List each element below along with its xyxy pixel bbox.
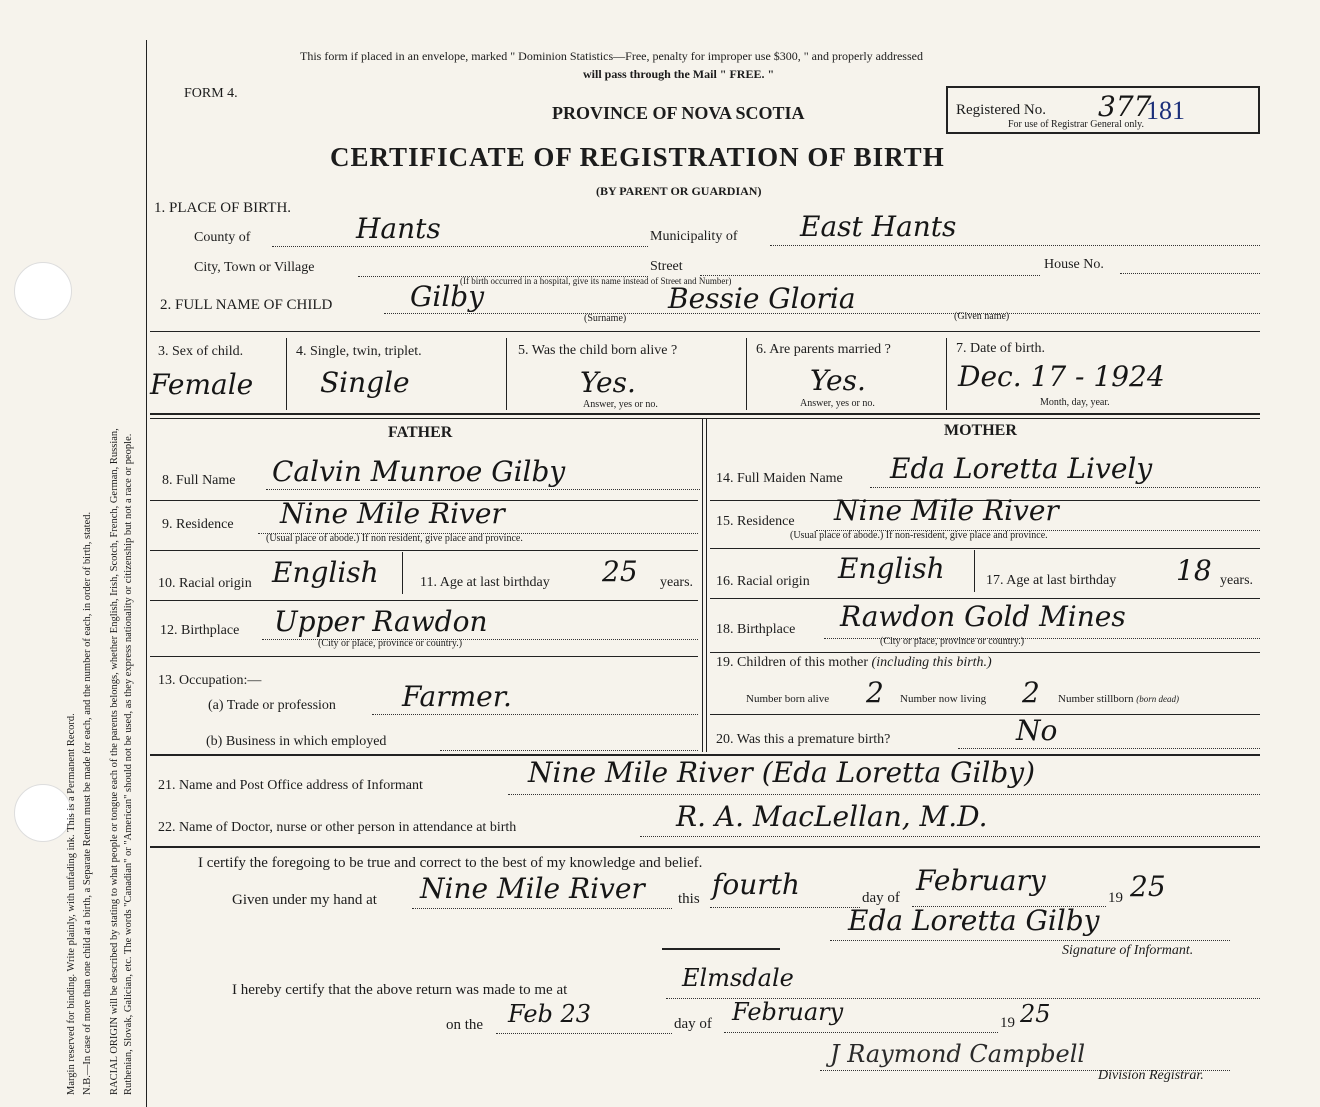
doctor-label: 22. Name of Doctor, nurse or other person in attendance at birth (158, 820, 517, 835)
county-value: Hants (356, 212, 441, 245)
certificate-subtitle: (BY PARENT OR GUARDIAN) (596, 184, 762, 198)
margin-rule (146, 40, 147, 1107)
hospital-note: (If birth occurred in a hospital, give its name instead of Street and Number) (460, 276, 732, 286)
father-rule-4 (150, 656, 698, 657)
mother-name-label: 14. Full Maiden Name (716, 471, 843, 486)
trade-line (372, 714, 698, 715)
registrar-certify-text: I hereby certify that the above return was made to me at (232, 982, 568, 998)
mother-years: years. (1220, 573, 1254, 588)
registrar-signature: J Raymond Campbell (830, 1040, 1086, 1068)
rule-after-name (150, 331, 1260, 332)
on-the-label: on the (446, 1017, 484, 1033)
registrar-year-value: 25 (1020, 1000, 1051, 1028)
doctor-value: R. A. MacLellan, M.D. (676, 800, 988, 833)
mother-name-value: Eda Loretta Lively (890, 452, 1153, 485)
children-note: (including this birth.) (871, 655, 992, 670)
father-birthplace-note: (City or place, province or country.) (318, 638, 463, 649)
margin-text-1: Margin reserved for binding. Write plainly, with unfading ink. This is a Permanent Record. (66, 713, 77, 1095)
street-line (700, 275, 1040, 276)
certificate-title: CERTIFICATE OF REGISTRATION OF BIRTH (330, 142, 945, 172)
mother-residence-note: (Usual place of abode.) If non-resident, give place and province. (790, 530, 1048, 541)
born-alive-label: Number born alive (746, 693, 830, 705)
day-line (710, 907, 860, 908)
trade-label: (a) Trade or profession (208, 698, 336, 713)
father-rule-2 (150, 550, 698, 551)
alive-answer-note: Answer, yes or no. (583, 399, 658, 410)
rule-after-row3 (150, 413, 1260, 415)
given-label: Given under my hand at (232, 892, 377, 908)
father-age-label: 11. Age at last birthday (420, 575, 550, 590)
registrar-signature-label: Division Registrar. (1098, 1068, 1204, 1083)
registered-value-a: 377 (1098, 90, 1152, 123)
year-value: 25 (1130, 870, 1166, 903)
certify-text: I certify the foregoing to be true and correct to the best of my knowledge and belief. (198, 855, 703, 871)
married-label: 6. Are parents married ? (756, 342, 891, 357)
binding-hole-top (14, 262, 72, 320)
father-birthplace-value: Upper Rawdon (274, 605, 488, 638)
municipality-value: East Hants (800, 210, 957, 243)
margin-text-2: N.B.—In case of more than one child at a birth, a Separate Return must be made for each, and the number of each, in order of birth, stated. (82, 511, 93, 1095)
registrar-note: For use of Registrar General only. (1008, 119, 1144, 130)
short-divider (662, 948, 780, 950)
premature-label: 20. Was this a premature birth? (716, 732, 891, 747)
father-rule-3 (150, 600, 698, 601)
registrar-date-value: Feb 23 (508, 1000, 592, 1028)
mother-race-divider (974, 550, 975, 592)
father-name-line (266, 489, 700, 490)
premature-line (958, 748, 1260, 749)
alive-value: Yes. (580, 366, 636, 399)
county-line (272, 246, 648, 247)
father-race-divider (402, 552, 403, 594)
given-name-label: (Given name) (954, 311, 1010, 322)
mother-rule-2 (710, 548, 1260, 549)
city-label: City, Town or Village (194, 260, 315, 275)
surname-label: (Surname) (584, 313, 627, 324)
informant-value: Nine Mile River (Eda Loretta Gilby) (528, 756, 1036, 789)
child-name-label: 2. FULL NAME OF CHILD (160, 297, 333, 313)
informant-line (508, 794, 1260, 795)
county-label: County of (194, 230, 251, 245)
parents-divider-b (706, 418, 707, 752)
stillborn-label (1058, 693, 1179, 705)
given-place-value: Nine Mile River (420, 872, 645, 905)
municipality-line (770, 245, 1260, 246)
binding-hole-bottom (14, 784, 72, 842)
mother-rule-4 (710, 652, 1260, 653)
signature-line (830, 940, 1230, 941)
dob-note: Month, day, year. (1040, 397, 1110, 408)
place-section-label: 1. PLACE OF BIRTH. (154, 200, 292, 216)
business-line (440, 750, 698, 751)
mother-residence-value: Nine Mile River (834, 494, 1059, 527)
father-birthplace-label: 12. Birthplace (160, 623, 240, 638)
stillborn-label-text: Number stillborn (1058, 693, 1134, 705)
rule-before-cert (150, 846, 1260, 848)
occupation-label: 13. Occupation:— (158, 673, 262, 688)
col-divider-2 (506, 338, 507, 410)
children-label-text: 19. Children of this mother (716, 655, 869, 670)
this-label: this (678, 891, 700, 907)
given-place-line (412, 908, 672, 909)
year-prefix: 19 (1108, 890, 1123, 906)
sex-value: Female (150, 368, 254, 401)
col-divider-4 (946, 338, 947, 410)
rule-after-row3b (150, 418, 1260, 419)
father-race-label: 10. Racial origin (158, 576, 252, 591)
mother-age-label: 17. Age at last birthday (986, 573, 1117, 588)
signature-label: Signature of Informant. (1062, 943, 1194, 958)
month-value: February (916, 864, 1046, 897)
margin-text-3: RACIAL ORIGIN will be described by stating to what people or tongue each of the parents belongs, whether English, Irish, Scotch, French, German, Russian, (109, 428, 120, 1095)
mother-race-value: English (838, 552, 945, 585)
informant-signature: Eda Loretta Gilby (848, 904, 1100, 937)
mother-name-line (870, 487, 1260, 488)
mother-birthplace-note: (City or place, province or country.) (880, 636, 1025, 647)
dob-value: Dec. 17 - 1924 (958, 360, 1165, 393)
registrar-day-of-label: day of (674, 1016, 712, 1032)
married-answer-note: Answer, yes or no. (800, 398, 875, 409)
stillborn-note: (born dead) (1136, 694, 1179, 704)
father-years: years. (660, 575, 694, 590)
margin-text-4: Ruthenian, Slovak, Galician, etc. The words "Canadian" or "American" should not be used, as they express nationality or citizenship but not a race or people. (123, 433, 134, 1095)
registered-number-box (946, 86, 1260, 134)
father-heading: FATHER (388, 424, 453, 441)
mother-age-value: 18 (1176, 554, 1212, 587)
mother-birthplace-value: Rawdon Gold Mines (840, 600, 1126, 633)
father-residence-label: 9. Residence (162, 517, 234, 532)
mother-rule-5 (710, 714, 1260, 715)
mother-rule-3 (710, 598, 1260, 599)
married-value: Yes. (810, 364, 866, 397)
on-the-line (496, 1033, 672, 1034)
street-label: Street (650, 259, 683, 274)
now-living-value: 2 (1022, 676, 1040, 709)
mother-birthplace-label: 18. Birthplace (716, 622, 796, 637)
day-of-label: day of (862, 890, 900, 906)
registered-value-b: 181 (1146, 96, 1185, 125)
house-line (1120, 273, 1260, 274)
business-label: (b) Business in which employed (206, 734, 387, 749)
born-alive-value: 2 (866, 676, 884, 709)
now-living-label: Number now living (900, 693, 987, 705)
alive-label: 5. Was the child born alive ? (518, 343, 678, 358)
registrar-place-value: Elmsdale (682, 964, 794, 992)
plurality-label: 4. Single, twin, triplet. (296, 344, 422, 359)
trade-value: Farmer. (402, 680, 512, 713)
informant-label: 21. Name and Post Office address of Informant (158, 778, 423, 793)
mother-heading: MOTHER (944, 422, 1017, 439)
col-divider-1 (286, 338, 287, 410)
mother-race-label: 16. Racial origin (716, 574, 810, 589)
mail-notice-line1: This form if placed in an envelope, marked " Dominion Statistics—Free, penalty for improper use $300, " and properly addressed (300, 49, 923, 63)
municipality-label: Municipality of (650, 229, 738, 244)
registered-label: Registered No. (956, 102, 1046, 118)
plurality-value: Single (320, 366, 410, 399)
dob-label: 7. Date of birth. (956, 341, 1046, 356)
parents-divider (702, 418, 703, 752)
registrar-year-prefix: 19 (1000, 1015, 1015, 1031)
child-surname-value: Gilby (410, 280, 485, 313)
mother-residence-label: 15. Residence (716, 514, 795, 529)
col-divider-3 (746, 338, 747, 410)
registrar-month-line (724, 1032, 998, 1033)
province-heading: PROVINCE OF NOVA SCOTIA (552, 103, 805, 123)
form-number: FORM 4. (184, 86, 238, 101)
doctor-line (640, 836, 1260, 837)
father-age-value: 25 (602, 555, 638, 588)
sex-label: 3. Sex of child. (158, 344, 244, 359)
child-given-value: Bessie Gloria (668, 282, 856, 315)
father-race-value: English (272, 556, 379, 589)
father-residence-value: Nine Mile River (280, 497, 505, 530)
children-label (716, 655, 992, 671)
house-label: House No. (1044, 257, 1104, 272)
father-residence-note: (Usual place of abode.) If non resident, give place and province. (266, 533, 523, 544)
registrar-month-value: February (732, 998, 844, 1026)
father-name-value: Calvin Munroe Gilby (272, 455, 566, 488)
day-value: fourth (712, 868, 800, 901)
premature-value: No (1016, 714, 1058, 747)
father-name-label: 8. Full Name (162, 473, 236, 488)
mail-notice-line2: will pass through the Mail " FREE. " (583, 67, 775, 81)
